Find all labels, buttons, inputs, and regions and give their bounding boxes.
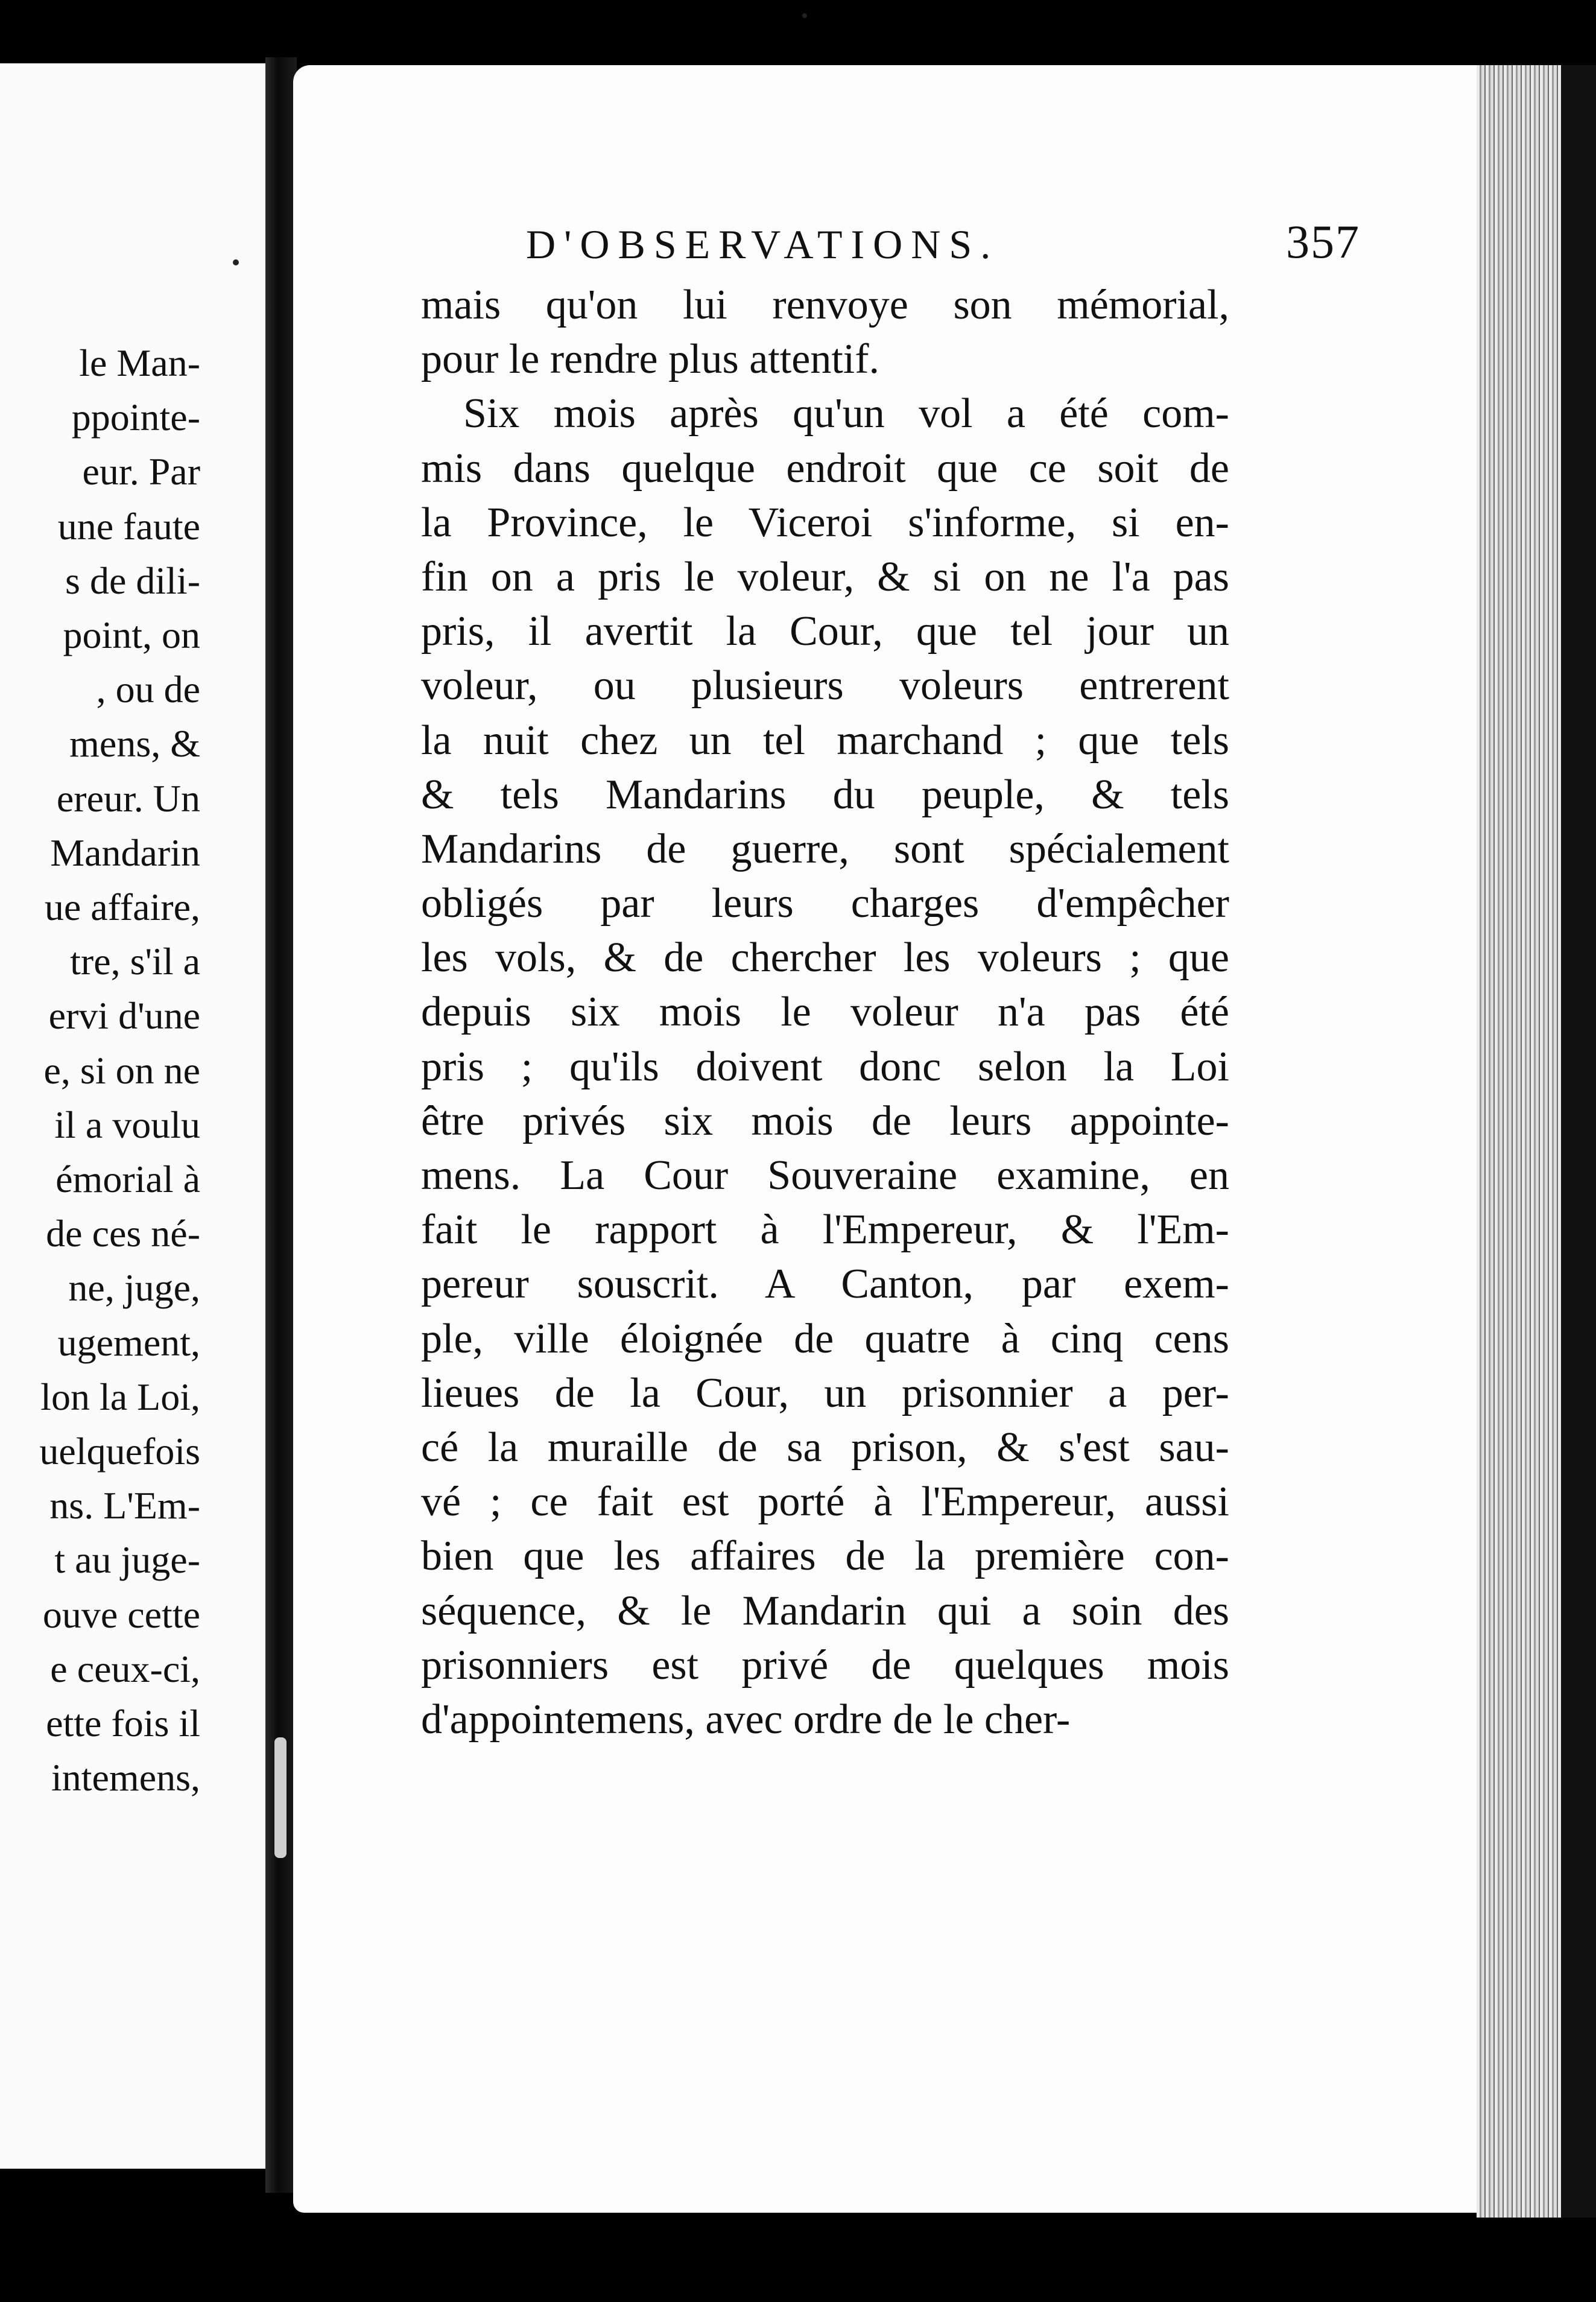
left-page-line: ns. L'Em- bbox=[49, 1484, 200, 1527]
text-line: mis dans quelque endroit que ce soit de bbox=[421, 445, 1229, 492]
left-page-line: e, si on ne bbox=[43, 1048, 200, 1092]
text-line: bien que les affaires de la première con- bbox=[421, 1533, 1229, 1580]
page-number: 357 bbox=[1286, 215, 1360, 268]
text-line: pris, il avertit la Cour, que tel jour un bbox=[421, 608, 1229, 655]
left-page-text bbox=[39, 336, 200, 1805]
left-page-line: ue affaire, bbox=[44, 886, 200, 929]
left-page-line: Mandarin bbox=[50, 831, 200, 874]
text-line: depuis six mois le voleur n'a pas été bbox=[421, 989, 1229, 1036]
text-line: ple, ville éloignée de quatre à cinq cens bbox=[421, 1315, 1229, 1362]
left-page-line: point, on bbox=[63, 614, 200, 657]
left-page-line: ppointe- bbox=[71, 396, 200, 439]
text-line: d'appointemens, avec ordre de le cher- bbox=[421, 1696, 1071, 1743]
body-text bbox=[421, 278, 1229, 1747]
speck-mark bbox=[802, 13, 807, 18]
left-page bbox=[0, 63, 273, 2169]
text-line: mais qu'on lui renvoye son mémorial, bbox=[421, 282, 1229, 328]
binding-thread bbox=[274, 1737, 287, 1858]
running-head-title: D'OBSERVATIONS. bbox=[526, 221, 999, 267]
text-line: fin on a pris le voleur, & si on ne l'a pas bbox=[421, 553, 1229, 600]
text-line: voleur, ou plusieurs voleurs entrerent bbox=[421, 662, 1229, 709]
text-line: pris ; qu'ils doivent donc selon la Loi bbox=[421, 1043, 1229, 1090]
left-page-line: tre, s'il a bbox=[70, 940, 200, 983]
left-page-line: lon la Loi, bbox=[40, 1375, 200, 1418]
text-line: & tels Mandarins du peuple, & tels bbox=[421, 771, 1229, 818]
text-line: prisonniers est privé de quelques mois bbox=[421, 1641, 1229, 1688]
speck-mark bbox=[233, 259, 239, 265]
running-head bbox=[526, 215, 1515, 268]
left-page-line: il a voulu bbox=[54, 1103, 200, 1146]
left-page-line: une faute bbox=[57, 504, 200, 548]
text-line: lieues de la Cour, un prisonnier a per- bbox=[421, 1369, 1229, 1416]
text-line: fait le rapport à l'Empereur, & l'Em- bbox=[421, 1206, 1229, 1254]
left-page-line: ereur. Un bbox=[56, 776, 200, 820]
left-page-line: s de dili- bbox=[65, 559, 200, 602]
text-line: séquence, & le Mandarin qui a soin des bbox=[421, 1587, 1229, 1634]
book-gutter bbox=[265, 57, 297, 2193]
text-line: la Province, le Viceroi s'informe, si en- bbox=[421, 499, 1229, 546]
left-page-line: ette fois il bbox=[46, 1702, 200, 1745]
left-page-line: le Man- bbox=[79, 341, 200, 384]
left-page-line: t au juge- bbox=[54, 1538, 200, 1582]
left-page-line: eur. Par bbox=[82, 450, 200, 493]
text-line: cé la muraille de sa prison, & s'est sau- bbox=[421, 1424, 1229, 1471]
left-page-line: e ceux-ci, bbox=[50, 1647, 200, 1690]
left-page-line: ouve cette bbox=[42, 1593, 200, 1636]
text-line: les vols, & de chercher les voleurs ; que bbox=[421, 934, 1229, 981]
text-line: mens. La Cour Souveraine examine, en bbox=[421, 1152, 1229, 1199]
left-page-line: uelquefois bbox=[39, 1430, 200, 1473]
text-line: Mandarins de guerre, sont spécialement bbox=[421, 825, 1229, 872]
page-edges-shadow bbox=[1561, 65, 1596, 2218]
text-line: pour le rendre plus attentif. bbox=[421, 336, 880, 383]
text-line: être privés six mois de leurs appointe- bbox=[421, 1097, 1229, 1144]
text-line: vé ; ce fait est porté à l'Empereur, aussi bbox=[421, 1479, 1229, 1526]
left-page-line: ervi d'une bbox=[48, 994, 200, 1038]
text-line: pereur souscrit. A Canton, par exem- bbox=[421, 1261, 1229, 1308]
left-page-line: de ces né- bbox=[46, 1212, 200, 1255]
left-page-line: intemens, bbox=[51, 1756, 200, 1799]
text-line: Six mois après qu'un vol a été com- bbox=[463, 390, 1229, 437]
left-page-line: ugement, bbox=[57, 1321, 200, 1364]
left-page-line: mens, & bbox=[69, 722, 200, 766]
left-page-line: , ou de bbox=[96, 668, 200, 711]
right-page bbox=[293, 65, 1478, 2213]
left-page-line: ne, juge, bbox=[68, 1266, 200, 1310]
text-line: obligés par leurs charges d'empêcher bbox=[421, 880, 1229, 927]
page-edges bbox=[1477, 65, 1561, 2218]
text-line: la nuit chez un tel marchand ; que tels bbox=[421, 717, 1229, 764]
left-page-line: émorial à bbox=[55, 1158, 200, 1201]
